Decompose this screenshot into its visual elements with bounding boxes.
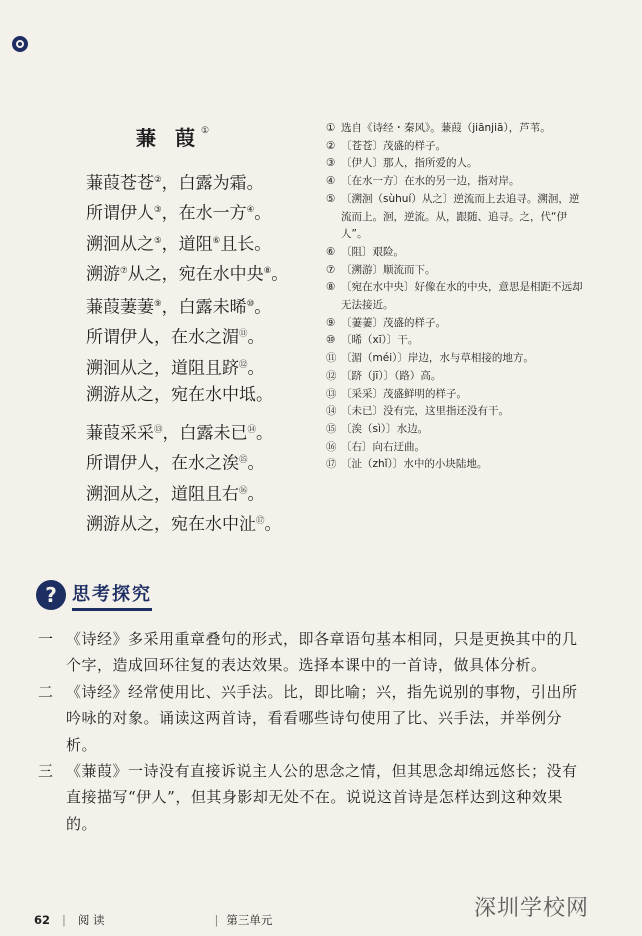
poem-line-text: 。 [247,453,265,474]
poem-line-text: ，道阻 [161,234,213,255]
annotation-item [326,120,586,138]
poem-line-text: 。 [271,264,289,285]
poem-stanza [86,291,326,408]
footer-divider: | [214,913,219,927]
question-item [38,758,588,837]
annotation-number: ⑰ [326,458,337,471]
annotation-item [326,439,586,457]
annotation-number: ③ [326,157,336,170]
poem-line-text: ，白露为霜。 [161,173,264,194]
question-number: 一 [38,630,54,648]
poem-line [86,508,326,538]
poem-line-text: 蒹葭萋萋 [86,297,154,318]
question-text: 《诗经》多采用重章叠句的形式，即各章语句基本相同，只是更换其中的几个字，造成回环往复的表达效果。选择本课中的一首诗，做具体分析。 [66,630,578,675]
poem-line-text: ，在水一方 [161,203,247,224]
poem-line [86,167,326,197]
annotation-item [326,350,586,368]
section-title: 思考探究 [72,580,152,611]
annotation-item [326,173,586,191]
poem-line-text: 溯洄从之，道阻且跻 [86,358,239,379]
poem-line [86,291,326,321]
questions-list [38,626,588,837]
note-marker: ⑭ [247,425,257,435]
annotation-number: ① [326,122,336,134]
poem-line-text: 从之，宛在水中央 [127,264,264,285]
section-header [36,579,152,611]
poem-line-text: 。 [254,297,272,318]
annotation-item [326,315,586,333]
poem-line-text: 所谓伊人，在水之湄 [86,327,239,348]
poem-line [86,382,326,409]
poem-line-text: 且长。 [220,234,272,255]
annotation-text: 〔溯游〕顺流而下。 [341,263,436,276]
question-mark-icon: ? [36,580,66,610]
annotation-text: 选自《诗经・秦风》。蒹葭（jiānjiā），芦苇。 [341,122,551,134]
poem-line-text: ，白露未已 [162,423,248,444]
footer-category: 阅 读 [77,913,105,927]
annotation-number: ④ [326,175,336,188]
note-marker: ⑧ [263,265,272,276]
annotation-number: ⑥ [326,245,336,258]
annotation-text: 〔涘（sì）〕水边。 [341,422,429,435]
poem-stanza [86,417,326,538]
annotation-item [326,138,586,156]
page-footer [34,912,272,928]
poem-line [86,417,326,447]
poem-line-text: 溯游从之，宛在水中坻 [86,384,256,405]
poem-line [86,197,326,227]
poem-line [86,321,326,351]
poem-line-text: 溯游 [86,264,120,285]
poem-line-text: 。 [247,358,265,379]
annotation-text: 〔溯洄（sùhuí）从之〕逆流而上去追寻。溯洄，逆流而上。洄，逆流。从，跟随、追寻。之，代“伊人”。 [341,192,580,241]
annotation-item [326,403,586,421]
note-marker: ⑯ [239,485,248,496]
annotation-text: 〔宛在水中央〕好像在水的中央，意思是相距不远却无法接近。 [341,281,583,312]
note-marker: ④ [246,205,255,216]
poem-line [86,447,326,477]
question-number: 二 [38,682,54,701]
question-text: 《诗经》经常使用比、兴手法。比，即比喻；兴，指先说别的事物，引出所吟咏的对象。诵读这两首诗，看看哪些诗句使用了比、兴手法，并举例分析。 [66,682,578,754]
poem-line [86,352,326,382]
question-number: 三 [38,762,54,781]
note-marker: ⑰ [256,515,265,526]
poem-line [86,478,326,508]
note-marker: ⑫ [239,359,248,370]
annotation-number: ⑨ [326,316,336,329]
note-marker: ⑬ [154,425,163,435]
annotation-text: 〔跻（jī）〕（路）高。 [341,369,442,382]
poem-line-text: 溯洄从之，道阻且右 [86,484,239,505]
annotation-text: 〔晞（xī）〕干。 [341,334,419,347]
annotation-number: ⑪ [326,352,337,365]
annotation-item [326,191,586,244]
annotation-number: ⑫ [326,369,337,382]
annotation-item [326,456,586,474]
page-number: 62 [34,913,51,927]
annotation-item [326,262,586,280]
annotations-list [326,120,586,474]
watermark-text: 深圳学校网 [474,896,590,921]
annotation-number: ⑦ [326,263,336,276]
poem-line-text: 。 [264,514,282,535]
annotation-text: 〔伊人〕那人，指所爱的人。 [341,157,478,170]
question-item [38,626,588,679]
annotation-number: ⑭ [326,405,337,418]
annotation-item [326,421,586,439]
annotation-number: ⑬ [326,387,337,400]
annotation-text: 〔萋萋〕茂盛的样子。 [341,316,446,329]
annotation-item [326,279,586,314]
note-marker: ⑨ [154,299,162,309]
footer-unit: 第三单元 [226,913,273,927]
poem-line-text: 。 [247,484,265,505]
note-marker: ② [154,175,162,185]
annotation-text: 〔苍苍〕茂盛的样子。 [341,139,446,152]
annotation-text: 〔在水一方〕在水的另一边，指对岸。 [341,175,520,188]
annotation-item [326,368,586,386]
note-marker: ⑥ [212,235,221,246]
annotation-item [326,244,586,262]
note-marker: ⑪ [239,329,248,340]
poem-line-text: 所谓伊人，在水之涘 [86,453,239,474]
note-marker: ⑤ [154,235,162,246]
note-marker: ⑦ [120,265,128,276]
annotation-item [326,386,586,404]
poem-stanza [86,167,326,288]
poem-line [86,258,326,288]
question-item [38,679,588,758]
note-marker: ⑩ [246,299,255,309]
annotation-number: ⑮ [326,422,337,435]
poem-line-text: 溯洄从之 [86,234,154,255]
annotation-item [326,332,586,350]
annotation-text: 〔采采〕茂盛鲜明的样子。 [341,387,467,400]
annotation-text: 〔阻〕艰险。 [341,245,404,258]
poem-line [86,228,326,258]
annotation-text: 〔未已〕没有完，这里指还没有干。 [341,405,509,418]
annotation-text: 〔湄（méi）〕岸边，水与草相接的地方。 [341,352,534,365]
poem-line-text: 蒹葭苍苍 [86,173,154,194]
footer-divider: | [62,913,66,927]
annotation-number: ⑩ [326,334,336,347]
note-marker: ③ [154,205,162,216]
annotation-text: 〔右〕向右迂曲。 [341,440,425,453]
poem-line-text: 。 [247,327,265,348]
annotation-number: ⑯ [326,440,337,453]
poem-line-text: ，白露未晞 [161,297,247,318]
annotation-number: ② [326,139,336,152]
annotation-number: ⑤ [326,192,336,205]
poem-title: 蒹 葭① [136,126,210,150]
poem-line-text: 所谓伊人 [86,203,154,224]
poem-line-text: 。 [254,203,272,224]
question-text: 《蒹葭》一诗没有直接诉说主人公的思念之情，但其思念却绵远悠长；没有直接描写“伊人”，但其身影却无处不在。说说这首诗是怎样达到这种效果的。 [66,762,578,833]
poem-line-text: 蒹葭采采 [86,423,154,444]
annotation-text: 〔沚（zhǐ）〕水中的小块陆地。 [341,458,488,471]
annotation-item [326,155,586,173]
unit-marker-icon [12,36,28,52]
poem-line-text: 。 [256,384,273,405]
poem-line-text: 溯游从之，宛在水中沚 [86,514,256,535]
poem-line-text: 。 [256,423,274,444]
note-marker: ⑮ [239,455,248,466]
annotation-number: ⑧ [326,281,336,294]
